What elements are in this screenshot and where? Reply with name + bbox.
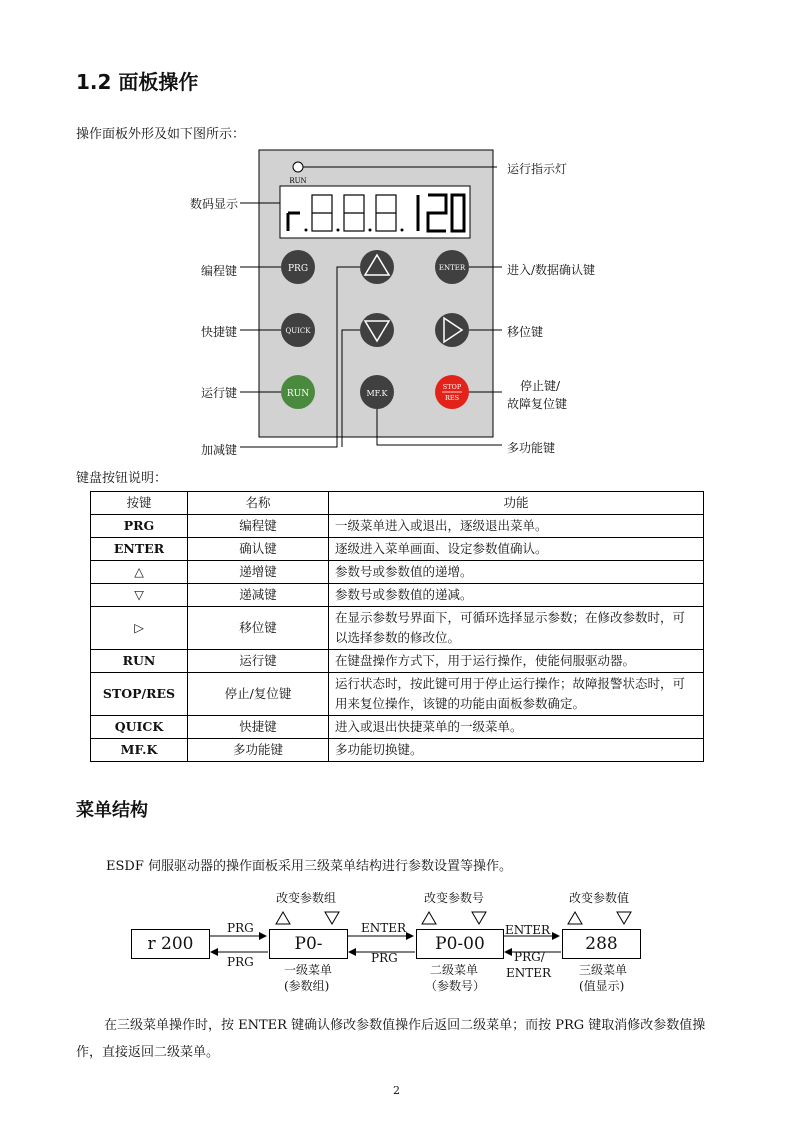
quick-button-label: QUICK — [285, 327, 311, 335]
cell-func: 运行状态时，按此键可用于停止运行操作；故障报警状态时，可用来复位操作，该键的功能由面板参数确定。 — [329, 673, 704, 716]
cell-name: 递增键 — [188, 561, 329, 584]
arrow-label-prg-back2: PRG — [371, 951, 398, 965]
shift-key-label: 移位键 — [507, 325, 544, 339]
key-table — [90, 491, 704, 762]
table-row — [91, 673, 704, 716]
cell-key: ENTER — [91, 538, 188, 561]
down-triangle-icon — [617, 912, 631, 924]
table-header-row — [91, 492, 704, 515]
table-row — [91, 650, 704, 673]
cell-key: MF.K — [91, 739, 188, 762]
up-triangle-icon — [568, 912, 582, 924]
shift-button[interactable] — [435, 313, 469, 347]
down-triangle-icon — [325, 912, 339, 924]
header-function: 功能 — [329, 492, 704, 515]
change-param-label: 改变参数号 — [424, 891, 485, 905]
multifunction-key-label: 多功能键 — [507, 441, 556, 455]
change-value-label: 改变参数值 — [569, 891, 630, 905]
mfk-button-label: MF.K — [366, 389, 388, 398]
decrement-key-label: 加减键 — [201, 443, 238, 457]
level1-sub-label: (参数组) — [284, 979, 330, 993]
cell-func: 在显示参数号界面下，可循环选择显示参数；在修改参数时，可以选择参数的修改位。 — [329, 607, 704, 650]
table-row — [91, 739, 704, 762]
cell-name: 移位键 — [188, 607, 329, 650]
res-label: RES — [444, 394, 460, 402]
cell-key: PRG — [91, 515, 188, 538]
cell-func: 多功能切换键。 — [329, 739, 704, 762]
header-key: 按键 — [91, 492, 188, 515]
arrow-label-enter2: ENTER — [505, 923, 551, 937]
cell-key: △ — [91, 561, 188, 584]
level2-sub-label: （参数号） — [425, 979, 486, 993]
arrow-label-enter: ENTER — [361, 921, 407, 935]
cell-func: 在键盘操作方式下，用于运行操作，使能伺服驱动器。 — [329, 650, 704, 673]
arrow-label-prgenter-2: ENTER — [506, 966, 552, 980]
cell-func: 参数号或参数值的递增。 — [329, 561, 704, 584]
menu-box-level1: P0- — [269, 929, 348, 959]
cell-key: RUN — [91, 650, 188, 673]
cell-key: ▷ — [91, 607, 188, 650]
table-row — [91, 607, 704, 650]
cell-name: 递减键 — [188, 584, 329, 607]
arrow-label-prgenter-1: PRG/ — [514, 950, 545, 964]
enter-key-label: 进入/数据确认键 — [507, 263, 596, 277]
cell-key: STOP/RES — [91, 673, 188, 716]
cell-func: 参数号或参数值的递减。 — [329, 584, 704, 607]
cell-name: 编程键 — [188, 515, 329, 538]
cell-name: 运行键 — [188, 650, 329, 673]
menu-title: 菜单结构 — [76, 800, 148, 821]
cell-func: 一级菜单进入或退出，逐级退出菜单。 — [329, 515, 704, 538]
menu-box-level2: P0-00 — [416, 929, 504, 959]
menu-arrows — [0, 900, 793, 990]
run-led — [293, 162, 303, 172]
page-number: 2 — [393, 1084, 400, 1097]
prg-button-label: PRG — [287, 264, 309, 274]
change-group-label: 改变参数组 — [276, 891, 337, 905]
menu-intro: ESDF 伺服驱动器的操作面板采用三级菜单结构进行参数设置等操作。 — [106, 859, 512, 874]
level3-label: 三级菜单 — [579, 963, 628, 977]
cell-func: 进入或退出快捷菜单的一级菜单。 — [329, 716, 704, 739]
intro-text: 操作面板外形及如下图所示： — [76, 127, 246, 142]
table-row — [91, 561, 704, 584]
menu-box-r200: r 200 — [131, 929, 210, 959]
run-key-label: 运行键 — [201, 386, 238, 400]
run-led-label: RUN — [289, 177, 307, 185]
menu-box-level3: 288 — [562, 929, 641, 959]
stop-label: STOP — [442, 383, 462, 391]
cell-key: ▽ — [91, 584, 188, 607]
up-triangle-icon — [276, 912, 290, 924]
panel-figure — [180, 145, 620, 465]
arrow-label-prg-back: PRG — [227, 955, 254, 969]
header-name: 名称 — [188, 492, 329, 515]
cell-name: 快捷键 — [188, 716, 329, 739]
digital-display-label: 数码显示 — [190, 197, 239, 211]
cell-name: 多功能键 — [188, 739, 329, 762]
arrow-label-prg: PRG — [227, 921, 254, 935]
stop-key-label-1: 停止键/ — [520, 379, 561, 393]
table-row — [91, 538, 704, 561]
level1-label: 一级菜单 — [284, 963, 333, 977]
closing-paragraph: 在三级菜单操作时，按 ENTER 键确认修改参数值操作后返回二级菜单；而按 PRG 键取消修改参数值操作，直接返回二级菜单。 — [76, 1018, 706, 1060]
cell-name: 确认键 — [188, 538, 329, 561]
quick-key-label: 快捷键 — [201, 325, 238, 339]
cell-func: 逐级进入菜单画面、设定参数值确认。 — [329, 538, 704, 561]
cell-key: QUICK — [91, 716, 188, 739]
enter-button-label: ENTER — [438, 264, 466, 272]
table-caption: 键盘按钮说明： — [76, 471, 168, 486]
run-indicator-label: 运行指示灯 — [507, 162, 568, 176]
up-triangle-icon — [422, 912, 436, 924]
table-row — [91, 584, 704, 607]
table-row — [91, 716, 704, 739]
cell-name: 停止/复位键 — [188, 673, 329, 716]
stop-key-label-2: 故障复位键 — [507, 397, 568, 411]
section-title: 1.2 面板操作 — [76, 70, 199, 94]
level2-label: 二级菜单 — [430, 963, 479, 977]
table-row — [91, 515, 704, 538]
down-triangle-icon — [472, 912, 486, 924]
level3-sub-label: (值显示) — [579, 979, 625, 993]
run-button-label: RUN — [286, 389, 310, 399]
program-key-label: 编程键 — [201, 264, 238, 278]
